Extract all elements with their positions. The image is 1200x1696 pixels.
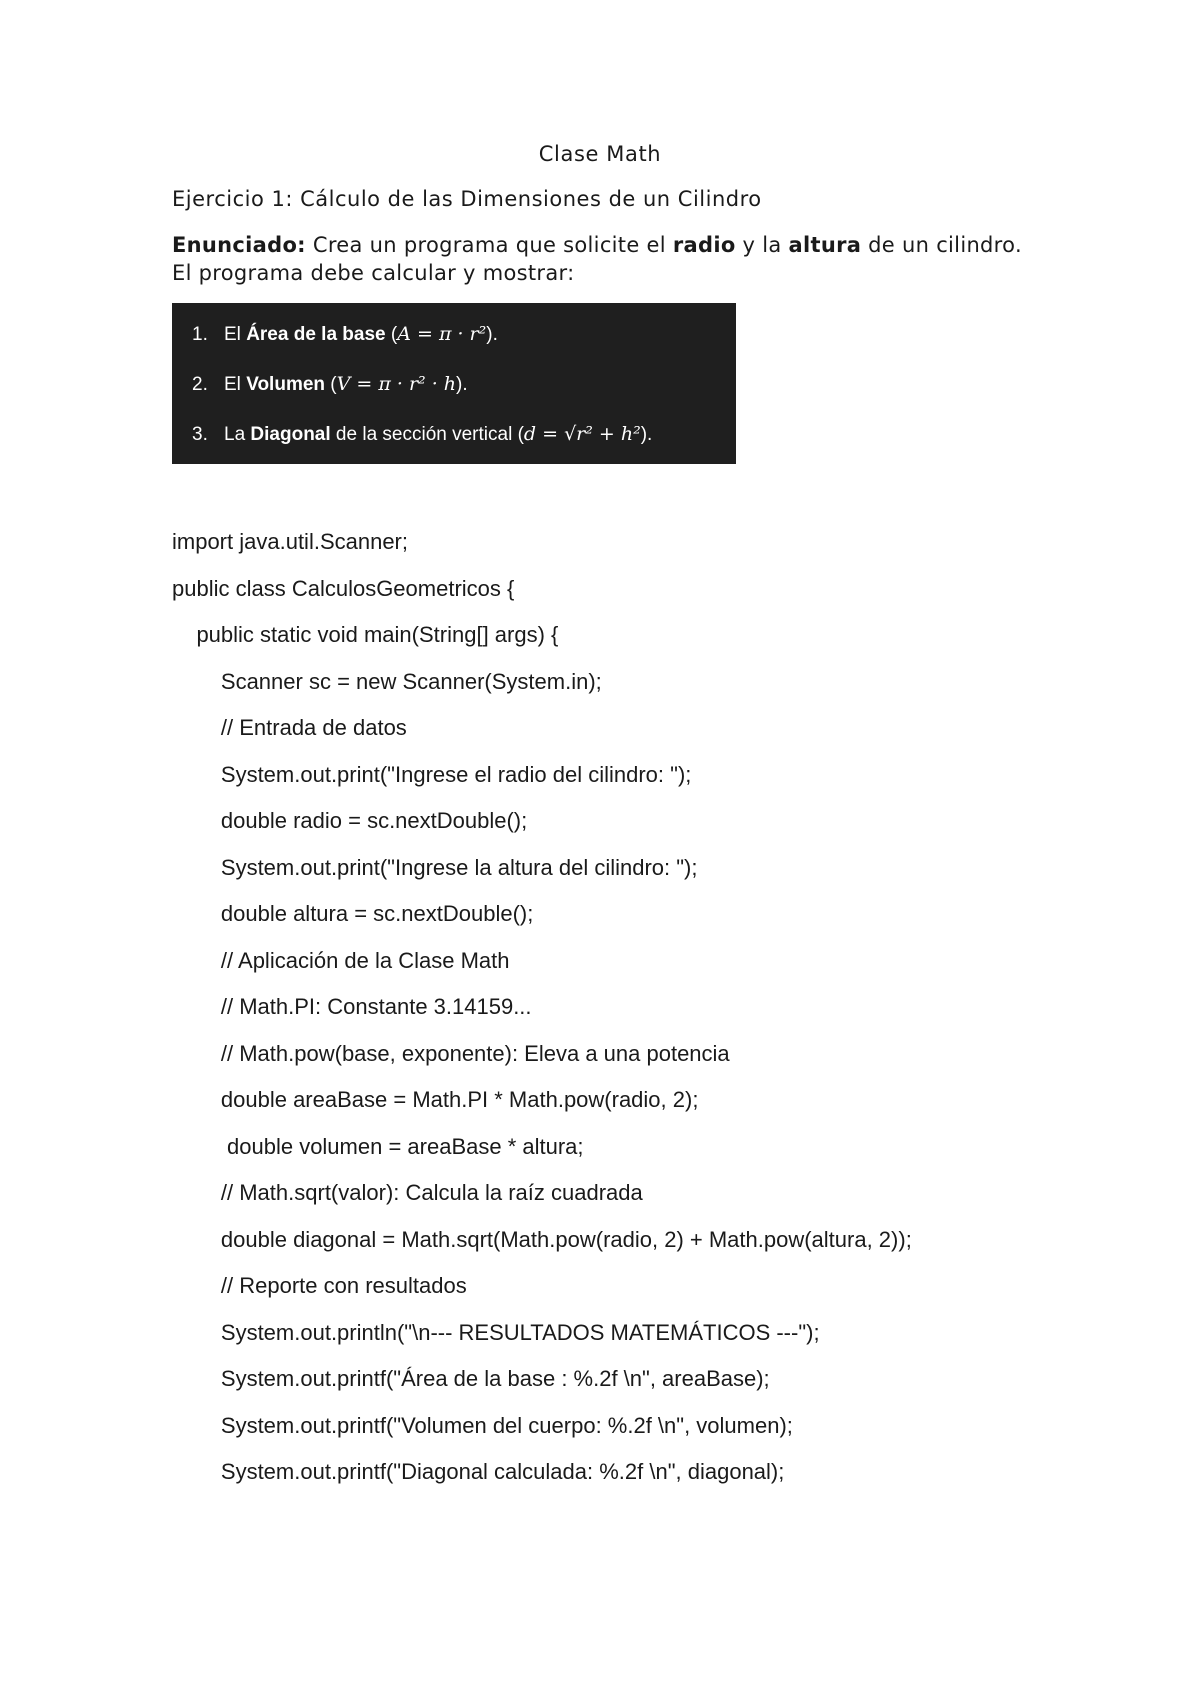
formula-post: ( [325, 374, 337, 395]
code-line: // Reporte con resultados [172, 1273, 467, 1298]
statement-text-3: de un cilindro. El programa debe calcular y mostrar: [172, 233, 1022, 285]
code-line: double areaBase = Math.PI * Math.pow(radio, 2); [172, 1087, 699, 1112]
formula-image-box [172, 303, 736, 464]
formula-pre: El [224, 374, 247, 395]
code-line: public class CalculosGeometricos { [172, 575, 515, 601]
code-line: // Math.pow(base, exponente): Eleva a una potencia [172, 1040, 730, 1066]
statement-bold-radio: radio [672, 233, 736, 257]
code-listing [172, 526, 912, 1503]
statement-paragraph [172, 231, 1032, 287]
statement-bold-altura: altura [788, 233, 862, 257]
code-line: // Math.sqrt(valor): Calcula la raíz cuadrada [172, 1180, 643, 1205]
formula-end: ). [640, 424, 653, 445]
code-line: System.out.printf("Área de la base : %.2f \n", areaBase); [172, 1366, 770, 1391]
formula-end: ). [486, 324, 498, 345]
formula-bold: Diagonal [250, 424, 331, 445]
exercise-heading: Ejercicio 1: Cálculo de las Dimensiones de un Cilindro [172, 187, 762, 211]
formula-bold: Volumen [246, 374, 326, 395]
code-line: // Aplicación de la Clase Math [172, 947, 510, 973]
statement-label: Enunciado: [172, 233, 306, 257]
code-line: public static void main(String[] args) { [172, 622, 559, 647]
formula-pre: La [224, 424, 251, 445]
code-line: double radio = sc.nextDouble(); [172, 808, 528, 833]
formula-math: A = π · r² [397, 323, 487, 345]
formula-item [192, 415, 736, 465]
formula-bold: Área de la base [246, 324, 386, 345]
code-line: System.out.println("\n--- RESULTADOS MATEMÁTICOS ---"); [172, 1319, 820, 1345]
formula-math: V = π · r² · h [336, 373, 457, 395]
code-line: double altura = sc.nextDouble(); [172, 901, 534, 926]
code-line: System.out.printf("Volumen del cuerpo: %.2f \n", volumen); [172, 1412, 793, 1438]
formula-post: de la sección vertical ( [330, 424, 524, 445]
formula-number: 1. [192, 324, 208, 345]
formula-post: ( [385, 324, 398, 345]
formula-math: d = √r² + h² [523, 423, 641, 445]
formula-item [192, 365, 736, 415]
statement-text-2: y la [735, 233, 789, 257]
formula-end: ). [456, 374, 468, 395]
code-line: double diagonal = Math.sqrt(Math.pow(radio, 2) + Math.pow(altura, 2)); [172, 1226, 912, 1252]
code-line: import java.util.Scanner; [172, 529, 408, 554]
code-line: // Math.PI: Constante 3.14159... [172, 994, 532, 1019]
code-line: // Entrada de datos [172, 715, 407, 740]
statement-text-1: Crea un programa que solicite el [305, 233, 673, 257]
code-line: System.out.print("Ingrese la altura del cilindro: "); [172, 854, 698, 880]
formula-number: 3. [192, 424, 208, 445]
formula-pre: El [224, 324, 247, 345]
code-line: System.out.printf("Diagonal calculada: %.2f \n", diagonal); [172, 1459, 785, 1484]
formula-number: 2. [192, 374, 208, 395]
code-line: double volumen = areaBase * altura; [172, 1133, 584, 1159]
code-line: Scanner sc = new Scanner(System.in); [172, 668, 602, 694]
formula-item [192, 315, 736, 365]
document-title: Clase Math [538, 142, 662, 166]
code-line: System.out.print("Ingrese el radio del cilindro: "); [172, 761, 692, 787]
